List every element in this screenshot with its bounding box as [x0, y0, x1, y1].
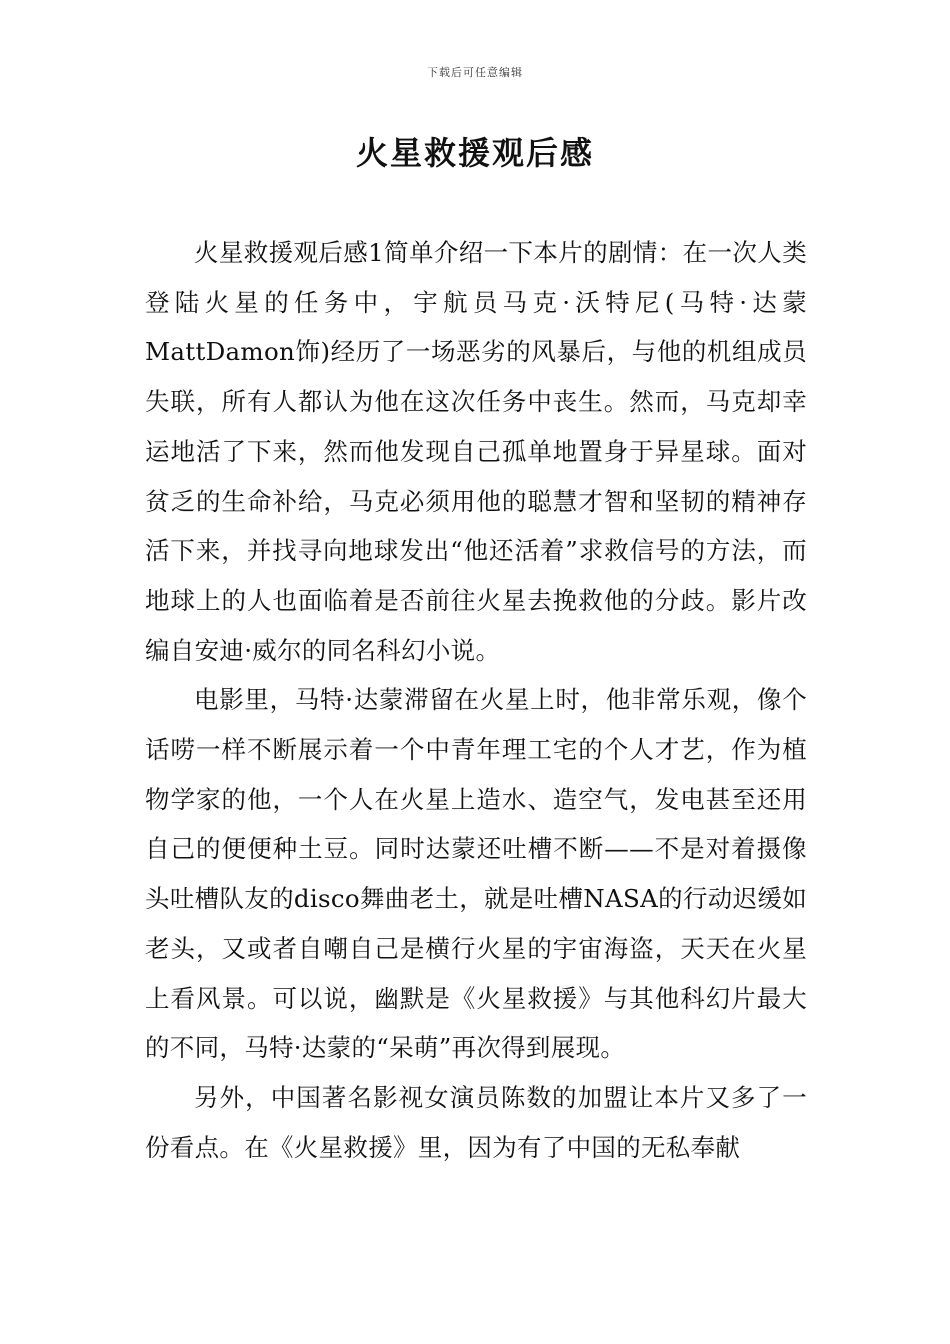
header-note: 下载后可任意编辑: [427, 66, 523, 79]
document-title: 火星救援观后感: [355, 134, 594, 172]
paragraph-1: 火星救援观后感1简单介绍一下本片的剧情：在一次人类登陆火星的任务中，宇航员马克·沃特尼(马特·达蒙MattDamon饰)经历了一场恶劣的风暴后，与他的机组成员失联，所有人都认为他在这次任务中丧生。然而，马克却幸运地活了下来，然而他发现自己孤单地置身于异星球。面对贫乏的生命补给，马克必须用他的聪慧才智和坚韧的精神存活下来，并找寻向地球发出“他还活着”求救信号的方法，而地球上的人也面临着是否前往火星去挽救他的分歧。影片改编自安迪·威尔的同名科幻小说。: [145, 238, 807, 665]
paragraph-3: 另外，中国著名影视女演员陈数的加盟让本片又多了一份看点。在《火星救援》里，因为有了中国的无私奉献: [145, 1082, 807, 1162]
paragraph-2: 电影里，马特·达蒙滞留在火星上时，他非常乐观，像个话唠一样不断展示着一个中青年理工宅的个人才艺，作为植物学家的他，一个人在火星上造水、造空气，发电甚至还用自己的便便种土豆。同时达蒙还吐槽不断——不是对着摄像头吐槽队友的disco舞曲老土，就是吐槽NASA的行动迟缓如老头，又或者自嘲自己是横行火星的宇宙海盗，天天在火星上看风景。可以说，幽默是《火星救援》与其他科幻片最大的不同，马特·达蒙的“呆萌”再次得到展现。: [145, 685, 807, 1063]
document-body: [145, 228, 807, 1172]
